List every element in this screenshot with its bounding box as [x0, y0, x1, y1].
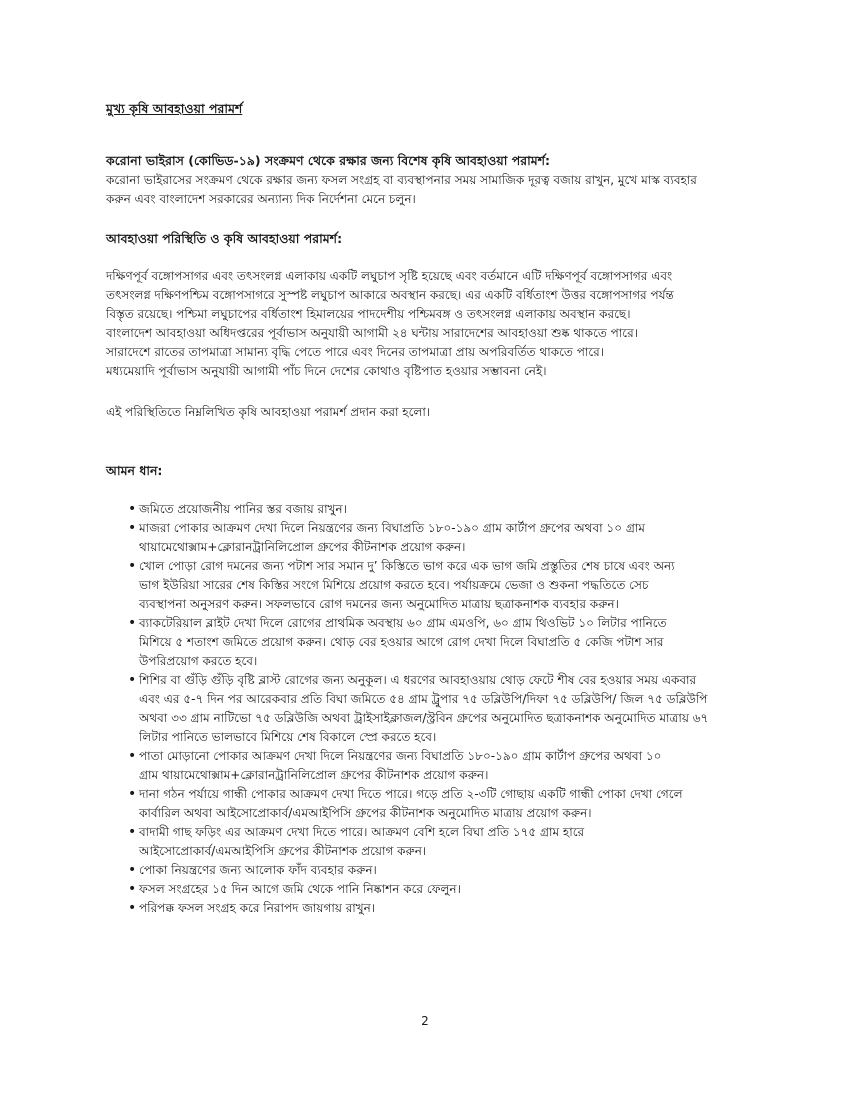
list-item-line: আইসোপ্রোকার্ব/এমআইপিসি গ্রুপের কীটনাশক প্রয়োগ করুন।: [139, 844, 427, 858]
list-item-line: লিটার পানিতে ভালভাবে মিশিয়ে শেষ বিকালে স্প্রে করতে হবে।: [139, 730, 437, 744]
list-item-line: • পোকা নিয়ন্ত্রণের জন্য আলোক ফাঁদ ব্যবহার করুন।: [139, 863, 377, 877]
weather-section-title: আবহাওয়া পরিস্থিতি ও কৃষি আবহাওয়া পরামর্শ:: [106, 231, 343, 246]
list-item: [106, 899, 756, 918]
list-item-line: থায়ামেথোক্সাম+ক্লোরানট্রানিলিপ্রোল গ্রুপের কীটনাশক প্রয়োগ করুন।: [139, 540, 466, 554]
advisory-summary: এই পরিস্থিতিতে নিম্নলিখিত কৃষি আবহাওয়া পরামর্শ প্রদান করা হলো।: [106, 405, 431, 419]
list-item: [106, 823, 756, 861]
paragraph-line: করোনা ভাইরাসের সংক্রমণ থেকে রক্ষার জন্য ফসল সংগ্রহ বা ব্যবস্থাপনার সময় সামাজিক দূরত্ব বজায় রাখুন, মুখে মাস্ক ব্যবহার: [106, 173, 697, 187]
list-item: [106, 500, 756, 519]
paragraph-line: তৎসংলগ্ন দক্ষিণপশ্চিম বঙ্গোপসাগরে সুস্পষ্ট লঘুচাপ আকারে অবস্থান করছে। এর একটি বর্ধিতাংশ উত্তর বঙ্গোপসাগর পর্যন্ত: [106, 288, 674, 302]
list-item-line: • পাতা মোড়ানো পোকার আক্রমণ দেখা দিলে নিয়ন্ত্রণের জন্য বিঘাপ্রতি ১৮০-১৯০ গ্রাম কার্টাপ গ্রুপের অথবা ১০: [139, 749, 662, 763]
list-item-line: • ব্যাকটেরিয়াল ব্লাইট দেখা দিলে রোগের প্রাথমিক অবস্থায় ৬০ গ্রাম এমওপি, ৬০ গ্রাম থিওভিট ১০ লিটার পানিতে: [139, 616, 667, 630]
list-item-line: এবং এর ৫-৭ দিন পর আরেকবার প্রতি বিঘা জমিতে ৫৪ গ্রাম ট্রুপার ৭৫ ডব্লিউপি/দিফা ৭৫ ডব্লিউপি/ জিল ৭৫ ডব্লিউপি: [139, 692, 708, 706]
list-item-line: গ্রাম থায়ামেথোক্সাম+ক্লোরানট্রানিলিপ্রোল গ্রুপের কীটনাশক প্রয়োগ করুন।: [139, 768, 489, 782]
list-item-line: কার্বারিল অথবা আইসোপ্রোকার্ব/এমআইপিসি গ্রুপের কীটনাশক অনুমোদিত মাত্রায় প্রয়োগ করুন।: [139, 806, 592, 820]
list-item: [106, 557, 756, 614]
paragraph-line: দক্ষিণপূর্ব বঙ্গোপসাগর এবং তৎসংলগ্ন এলাকায় একটি লঘুচাপ সৃষ্টি হয়েছে এবং বর্তমানে এটি দক্ষিণপূর্ব বঙ্গোপসাগর এবং: [106, 269, 673, 283]
list-item: [106, 785, 756, 823]
list-item-line: • মাজরা পোকার আক্রমণ দেখা দিলে নিয়ন্ত্রণের জন্য বিঘাপ্রতি ১৮০-১৯০ গ্রাম কার্টাপ গ্রুপের অথবা ১০ গ্রাম: [139, 521, 645, 535]
list-item-line: • দানা গঠন পর্যায়ে গান্ধী পোকার আক্রমণ দেখা দিতে পারে। গড়ে প্রতি ২-৩টি গোছায় একটি গান্ধী পোকা দেখা গেলে: [139, 787, 683, 801]
list-item-line: • বাদামী গাছ ফড়িং এর আক্রমণ দেখা দিতে পারে। আক্রমণ বেশি হলে বিঘা প্রতি ১৭৫ গ্রাম হারে: [139, 825, 585, 839]
list-item: [106, 519, 756, 557]
list-item-line: উপরিপ্রয়োগ করতে হবে।: [139, 654, 258, 668]
covid-advisory-title: করোনা ভাইরাস (কোভিড-১৯) সংক্রমণ থেকে রক্ষার জন্য বিশেষ কৃষি আবহাওয়া পরামর্শ:: [106, 153, 551, 168]
paragraph-line: বিস্তৃত রয়েছে। পশ্চিমা লঘুচাপের বর্ধিতাংশ হিমালয়ের পাদদেশীয় পশ্চিমবঙ্গ ও তৎসংলগ্ন এলাকায় অবস্থান করছে।: [106, 307, 631, 321]
weather-paragraph: [106, 267, 756, 381]
list-item: [106, 671, 756, 747]
aman-rice-title: আমন ধান:: [106, 463, 163, 478]
list-item: [106, 861, 756, 880]
paragraph-line: মধ্যমেয়াদি পূর্বাভাস অনুযায়ী আগামী পাঁচ দিনে দেশের কোথাও বৃষ্টিপাত হওয়ার সম্ভাবনা নেই।: [106, 364, 547, 378]
list-item-line: • শিশির বা গুঁড়ি গুঁড়ি বৃষ্টি ব্লাস্ট রোগের জন্য অনুকূল। এ ধরণের আবহাওয়ায় থোড় ফেটে শীষ বের হওয়ার সময় একবার: [139, 673, 697, 687]
list-item-line: ভাগ ইউরিয়া সারের শেষ কিস্তির সংগে মিশিয়ে প্রয়োগ করতে হবে। পর্যায়ক্রমে ভেজা ও শুকনা পদ্ধতিতে সেচ: [139, 578, 649, 592]
list-item-line: • জমিতে প্রয়োজনীয় পানির স্তর বজায় রাখুন।: [139, 502, 347, 516]
paragraph-line: সারাদেশে রাতের তাপমাত্রা সামান্য বৃদ্ধি পেতে পারে এবং দিনের তাপমাত্রা প্রায় অপরিবর্তিত থাকতে পারে।: [106, 345, 605, 359]
paragraph-line: বাংলাদেশ আবহাওয়া অধিদপ্তরের পূর্বাভাস অনুযায়ী আগামী ২৪ ঘন্টায় সারাদেশের আবহাওয়া শুষ্ক থাকতে পারে।: [106, 326, 639, 340]
list-item-line: • ফসল সংগ্রহের ১৫ দিন আগে জমি থেকে পানি নিষ্কাশন করে ফেলুন।: [139, 882, 461, 896]
list-item: [106, 747, 756, 785]
list-item: [106, 614, 756, 671]
page-number: 2: [421, 1014, 429, 1028]
covid-advisory-paragraph: [106, 171, 756, 209]
aman-rice-advice-list: [106, 500, 756, 918]
page-heading: মুখ্য কৃষি আবহাওয়া পরামর্শ: [106, 101, 243, 116]
list-item: [106, 880, 756, 899]
list-item-line: অথবা ৩৩ গ্রাম নাটিভো ৭৫ ডব্লিউজি অথবা ট্রাইসাইক্লাজল/স্ট্রবিন গ্রুপের অনুমোদিত ছত্রাকনাশক অনুমোদিত মাত্রায় ৬৭: [139, 711, 709, 725]
list-item-line: • খোল পোড়া রোগ দমনের জন্য পটাশ সার সমান দু’ কিস্তিতে ভাগ করে এক ভাগ জমি প্রস্তুতির শেষ চাষে এবং অন্য: [139, 559, 675, 573]
list-item-line: • পরিপক্ক ফসল সংগ্রহ করে নিরাপদ জায়গায় রাখুন।: [139, 901, 376, 915]
list-item-line: মিশিয়ে ৫ শতাংশ জমিতে প্রয়োগ করুন। থোড় বের হওয়ার আগে রোগ দেখা দিলে বিঘাপ্রতি ৫ কেজি পটাশ সার: [139, 635, 664, 649]
list-item-line: ব্যবস্থাপনা অনুসরণ করুন। সফলভাবে রোগ দমনের জন্য অনুমোদিত মাত্রায় ছত্রাকনাশক ব্যবহার করুন।: [139, 597, 619, 611]
paragraph-line: করুন এবং বাংলাদেশ সরকারের অন্যান্য দিক নির্দেশনা মেনে চলুন।: [106, 192, 416, 206]
